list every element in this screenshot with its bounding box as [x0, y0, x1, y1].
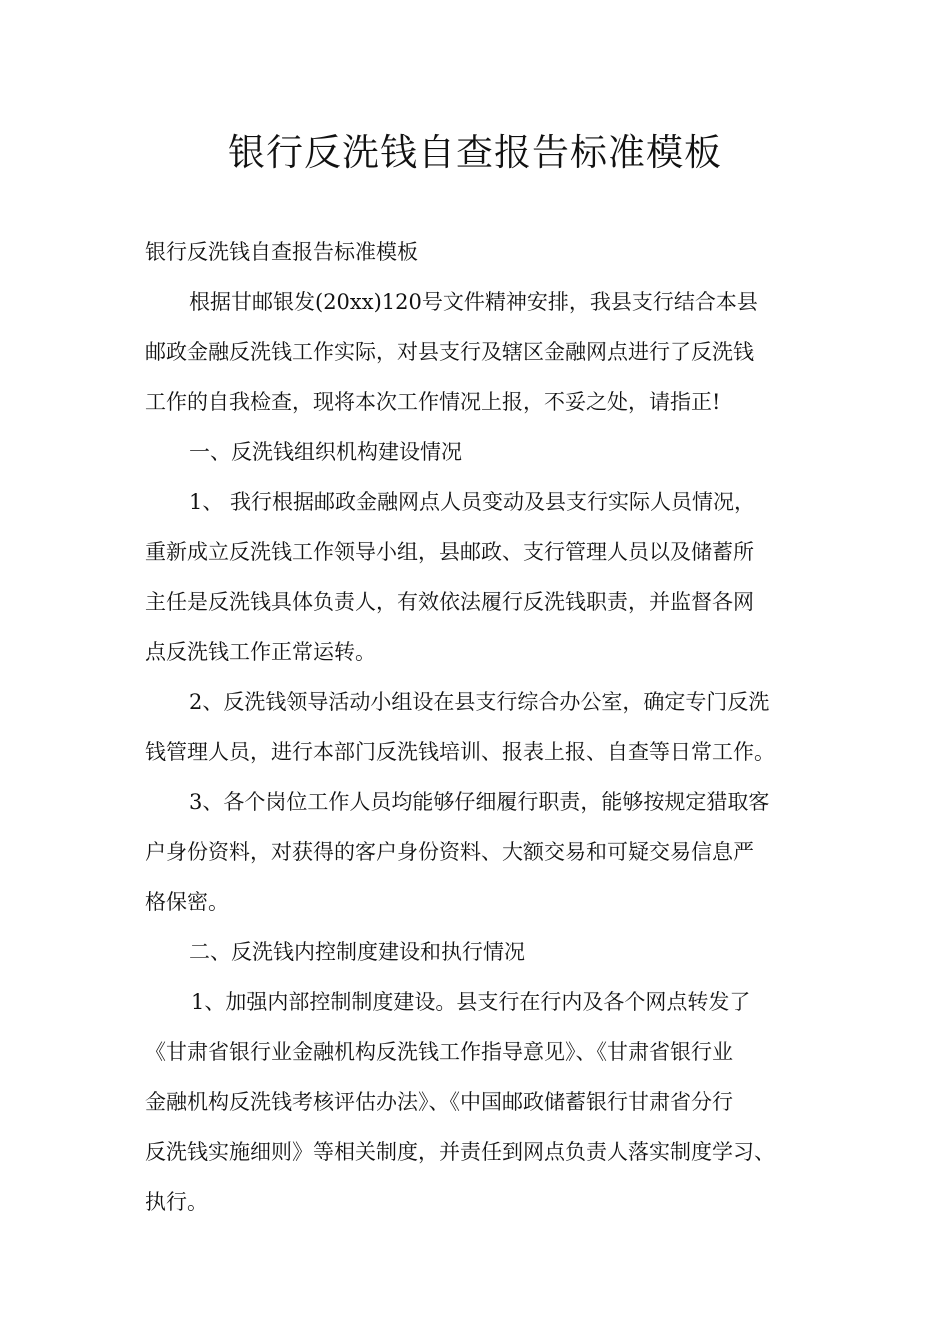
body-line: 点反洗钱工作正常运转。 — [145, 640, 376, 664]
body-line: 3、各个岗位工作人员均能够仔细履行职责，能够按规定猎取客 — [189, 790, 770, 814]
body-line: 格保密。 — [145, 890, 229, 914]
body-line: 主任是反洗钱具体负责人，有效依法履行反洗钱职责，并监督各网 — [145, 590, 754, 614]
body-line: 钱管理人员，进行本部门反洗钱培训、报表上报、自查等日常工作。 — [145, 740, 775, 764]
body-line: 工作的自我检查，现将本次工作情况上报，不妥之处，请指正! — [145, 390, 721, 414]
body-line: 金融机构反洗钱考核评估办法》、《中国邮政储蓄银行甘肃省分行 — [145, 1090, 733, 1114]
body-line: 《甘肃省银行业金融机构反洗钱工作指导意见》、《甘肃省银行业 — [145, 1040, 733, 1064]
document-title: 银行反洗钱自查报告标准模板 — [228, 131, 722, 174]
body-line: 执行。 — [145, 1190, 208, 1214]
section-heading-2: 二、反洗钱内控制度建设和执行情况 — [189, 940, 525, 964]
body-line: 1、 我行根据邮政金融网点人员变动及县支行实际人员情况， — [189, 490, 756, 514]
body-line: 邮政金融反洗钱工作实际，对县支行及辖区金融网点进行了反洗钱 — [145, 340, 754, 364]
body-line: 重新成立反洗钱工作领导小组，县邮政、支行管理人员以及储蓄所 — [145, 540, 754, 564]
document-body — [145, 227, 815, 1227]
section-heading-1: 一、反洗钱组织机构建设情况 — [189, 440, 462, 464]
body-line: 根据甘邮银发(20xx)120号文件精神安排，我县支行结合本县 — [189, 290, 758, 314]
body-line: 户身份资料，对获得的客户身份资料、大额交易和可疑交易信息严 — [145, 840, 754, 864]
body-line: 反洗钱实施细则》等相关制度，并责任到网点负责人落实制度学习、 — [145, 1140, 775, 1164]
body-line: 1、加强内部控制制度建设。县支行在行内及各个网点转发了 — [191, 990, 751, 1014]
body-line: 2、反洗钱领导活动小组设在县支行综合办公室，确定专门反洗 — [189, 690, 770, 714]
body-line-subtitle: 银行反洗钱自查报告标准模板 — [145, 240, 418, 264]
